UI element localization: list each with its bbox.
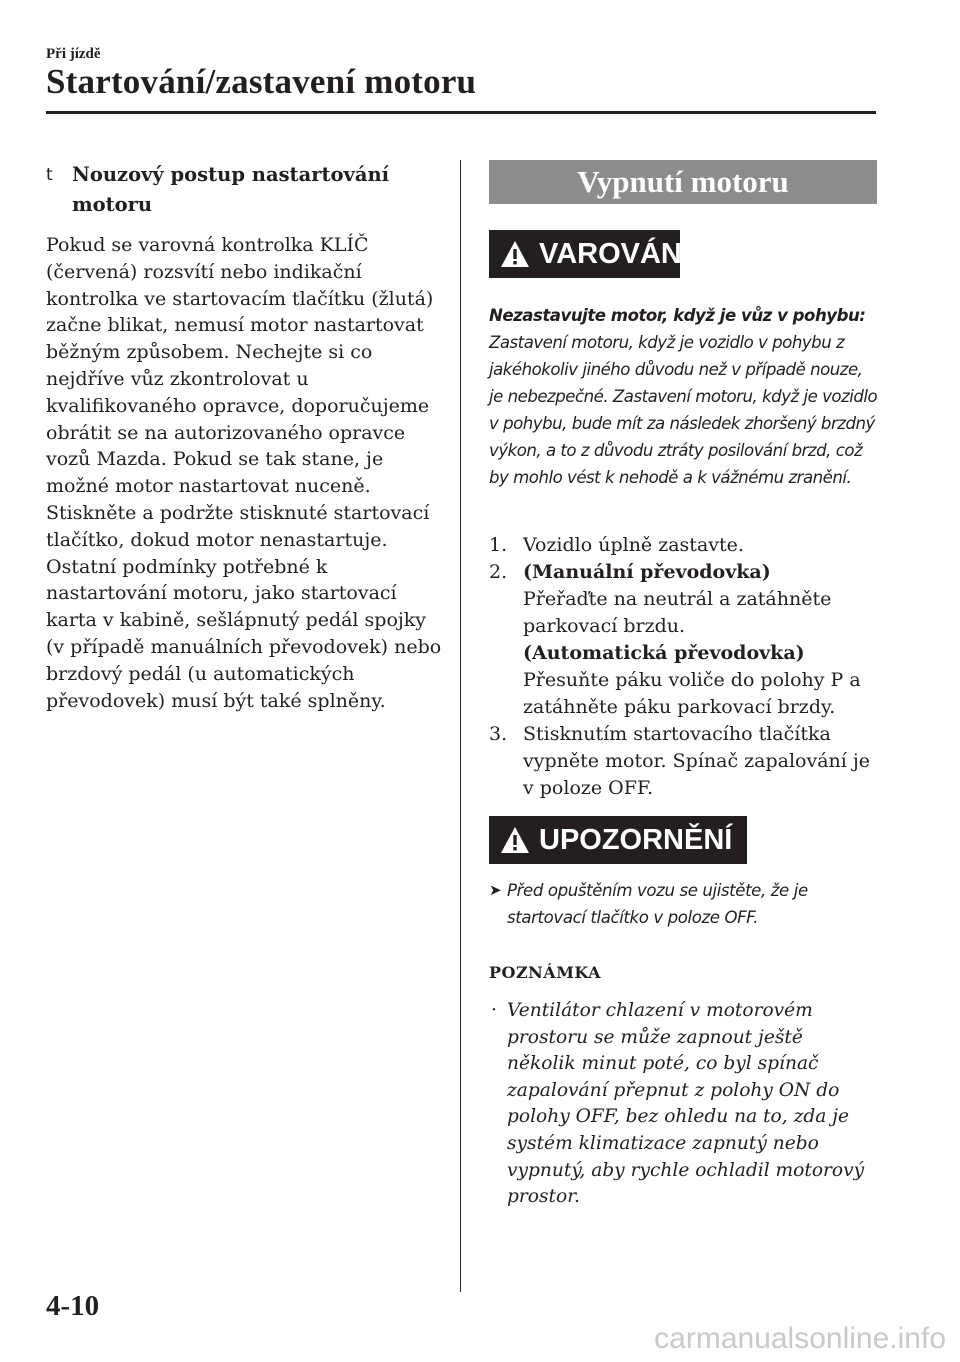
caution-text xyxy=(489,877,877,931)
step-number: 1. xyxy=(489,534,508,556)
title-rule xyxy=(46,111,876,114)
emergency-start-text: Pokud se varovná kontrolka KLÍČ (červená) rozsvítí nebo indikační kontrolka ve startovacím tlačítku (žlutá) začne blikat, nemusí motor nastartovat běžným způsobem. Nechejte si co nejdříve vůz zkontrolovat u kvalifikovaného opravce, doporučujeme obrátit se na autorizovaného opravce vozů Mazda. Pokud se tak stane, je možné motor nastartovat nuceně. Stiskněte a podržte stisknuté startovací tlačítko, dokud motor nenastartuje. Ostatní podmínky potřebné k nastartování motoru, jako startovací karta v kabině, sešlápnutý pedál spojky (v případě manuálních převodovek) nebo brzdový pedál (u automatických převodovek) musí být také splněny. xyxy=(46,234,442,712)
step-item xyxy=(489,559,877,721)
auto-label: Automatická převodovka xyxy=(532,642,796,664)
auto-heading: (Automatická převodovka) xyxy=(523,642,805,664)
caution-label: UPOZORNĚNÍ xyxy=(539,823,733,856)
note-text xyxy=(489,998,869,1211)
warning-lead: Nezastavujte motor, když je vůz v pohybu: xyxy=(489,306,866,325)
manual-text: Přeřaďte na neutrál a zatáhněte parkovací brzdu. xyxy=(523,588,832,637)
left-column xyxy=(46,160,446,714)
subheading xyxy=(46,160,446,220)
section-banner: Vypnutí motoru xyxy=(489,160,877,204)
step-text: Stisknutím startovacího tlačítka vypněte motor. Spínač zapalování je v poloze OFF. xyxy=(523,723,871,799)
caution-body: Před opuštěním vozu se ujistěte, že je startovací tlačítko v poloze OFF. xyxy=(507,881,808,927)
subheading-bullet: t xyxy=(46,165,53,185)
warning-label: VAROVÁNÍ xyxy=(539,237,690,270)
manual-heading: (Manuální převodovka) xyxy=(523,561,771,583)
warning-badge xyxy=(489,230,690,278)
step-number: 3. xyxy=(489,723,508,745)
warning-body: Zastavení motoru, když je vozidlo v pohybu z jakéhokoliv jiného důvodu než v případě nouze, je nebezpečné. Zastavení motoru, když je vozidlo v pohybu, bude mít za následek zhoršený brzdný výkon, a to z důvodu ztráty posilování brzd, což by mohlo vést k nehodě a k vážnému zranění. xyxy=(489,333,878,487)
chapter-label: Při jízdě xyxy=(46,46,101,62)
bullet-dot-icon: · xyxy=(491,1000,497,1021)
step-item xyxy=(489,532,877,559)
column-divider xyxy=(460,160,461,1292)
auto-text: Přesuňte páku voliče do polohy P a zatáhněte páku parkovací brzdy. xyxy=(523,669,861,718)
subheading-text: Nouzový postup nastartování motoru xyxy=(72,163,390,216)
watermark: carmanualsonline.info xyxy=(654,1322,946,1355)
page-title: Startování/zastavení motoru xyxy=(46,62,477,101)
warning-triangle-icon xyxy=(499,825,531,855)
note-title: POZNÁMKA xyxy=(489,963,602,982)
caution-badge xyxy=(489,816,747,864)
warning-triangle-icon xyxy=(499,239,531,269)
step-item xyxy=(489,721,877,802)
arrow-icon: ➤ xyxy=(489,881,502,899)
step-text: Vozidlo úplně zastavte. xyxy=(523,534,744,556)
step-number: 2. xyxy=(489,561,508,583)
page-number: 4-10 xyxy=(46,1290,100,1322)
manual-label: Manuální převodovka xyxy=(532,561,762,583)
warning-text xyxy=(489,302,881,491)
steps-list xyxy=(489,532,877,802)
note-body: Ventilátor chlazení v motorovém prostoru se může zapnout ještě několik minut poté, co byl spínač zapalování přepnut z polohy ON do polohy OFF, bez ohledu na to, zda je systém klimatizace zapnutý nebo vypnutý, aby rychle ochladil motorový prostor. xyxy=(507,1000,865,1208)
